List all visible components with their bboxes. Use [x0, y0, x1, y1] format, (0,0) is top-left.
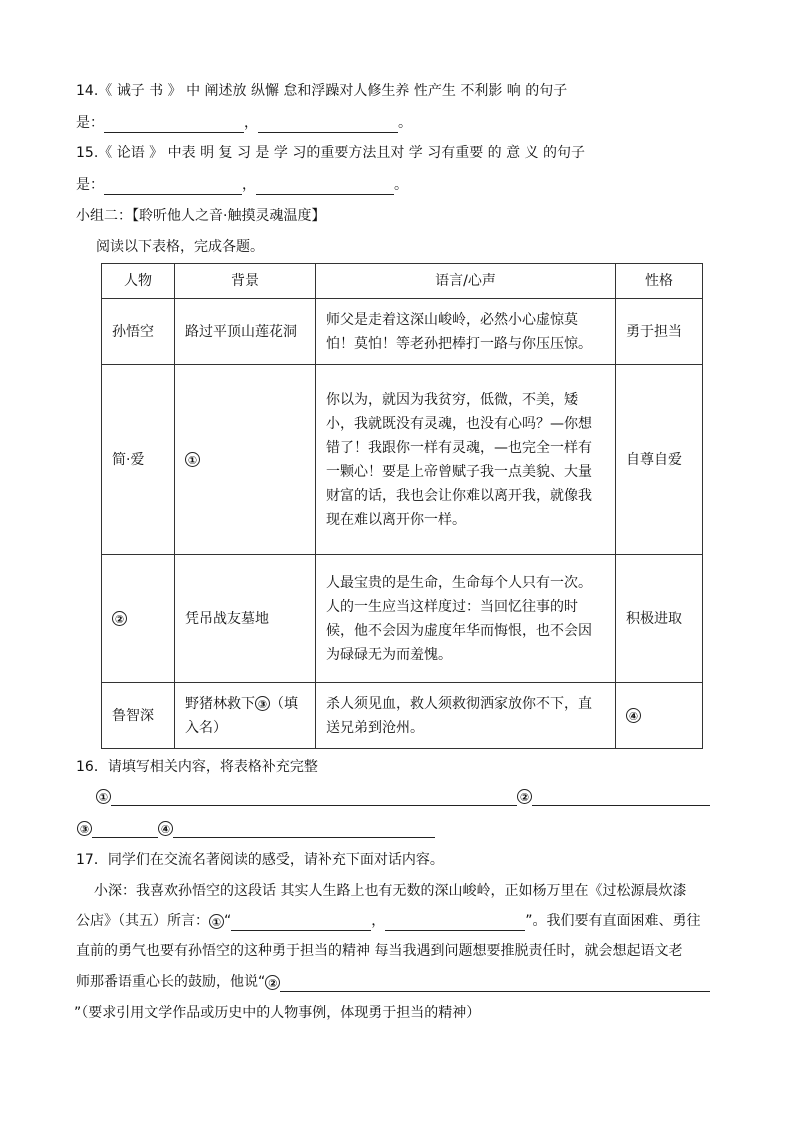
dialogue-line-5: ”（要求引用文学作品或历史中的人物事例，体现勇于担当的精神）: [74, 1005, 481, 1021]
character-table: [101, 263, 703, 749]
dialogue-text: ”。我们要有直面困难、勇往: [525, 913, 701, 929]
question-16-answer-row-1: [96, 786, 710, 806]
answer-prefix: 是：: [76, 115, 104, 131]
answer-separator: ，: [242, 177, 256, 193]
cell-speech: 你以为，就因为我贫穷，低微，不美，矮小，我就既没有灵魂，也没有心吗？—你想错了！我跟你一样有灵魂，—也完全一样有一颗心！要是上帝曾赋子我一点美貌、大量财富的话，我也会让你难以离开我，就像我现在难以离开你一样。: [316, 365, 616, 555]
question-16-answer-row-2: [77, 818, 435, 838]
answer-prefix: 是：: [76, 177, 104, 193]
answer-blank-1[interactable]: [231, 914, 371, 931]
circled-number-3: ③: [255, 696, 270, 711]
group-title: 小组二：【聆听他人之音·触摸灵魂温度】: [76, 208, 326, 224]
dialogue-text: 公店》（其五）所言：: [76, 913, 209, 929]
answer-blank-1[interactable]: [111, 789, 517, 806]
cell-speech: 师父是走着这深山峻岭，必然小心虚惊莫怕！莫怕！等老孙把棒打一路与你压压惊。: [316, 299, 616, 365]
open-quote: “: [224, 913, 232, 929]
header-person: 人物: [102, 264, 175, 299]
cell-background[interactable]: [175, 683, 316, 749]
cell-person: 鲁智深: [102, 683, 175, 749]
cell-background: 路过平顶山莲花洞: [175, 299, 316, 365]
circled-number-2: ②: [517, 789, 532, 804]
circled-number-3: ③: [77, 821, 92, 836]
cell-trait: 自尊自爱: [616, 365, 703, 555]
question-15: 15.《 论语 》 中表 明 复 习 是 学 习的重要方法且对 学 习有重要 的 意 义 的句子: [76, 145, 586, 161]
dialogue-text: 师那番语重心长的鼓励，他说“: [76, 974, 266, 990]
cell-speech: 人最宝贵的是生命，生命每个人只有一次。人的一生应当这样度过：当回忆往事的时候，他不会因为虚度年华而悔恨，也不会因为碌碌无为而羞愧。: [316, 555, 616, 683]
dialogue-line-4: [76, 972, 710, 992]
circled-number-1: ①: [96, 789, 111, 804]
question-14-answer: [76, 113, 412, 133]
answer-blank-3[interactable]: [280, 975, 710, 992]
header-background: 背景: [175, 264, 316, 299]
answer-end: 。: [398, 115, 412, 131]
answer-end: 。: [394, 177, 408, 193]
answer-blank-2[interactable]: [258, 116, 398, 133]
header-trait: 性格: [616, 264, 703, 299]
cell-background[interactable]: [175, 365, 316, 555]
cell-trait: 勇于担当: [616, 299, 703, 365]
table-row: [102, 555, 703, 683]
background-text: 野猪林救下: [185, 695, 255, 712]
answer-blank-2[interactable]: [385, 914, 525, 931]
table-row: [102, 683, 703, 749]
table-header-row: [102, 264, 703, 299]
dialogue-line-1: 小深：我喜欢孙悟空的这段话 其实人生路上也有无数的深山峻岭，正如杨万里在《过松源晨炊漆: [94, 883, 687, 899]
circled-number-4: ④: [626, 708, 641, 723]
circled-number-4: ④: [158, 821, 173, 836]
circled-number-1: ①: [209, 914, 224, 929]
answer-separator: ，: [244, 115, 258, 131]
cell-trait: 积极进取: [616, 555, 703, 683]
table-row: [102, 299, 703, 365]
question-14: 14.《 诫子 书 》 中 阐述放 纵懈 怠和浮躁对人修生养 性产生 不利影 响 的句子: [76, 83, 568, 99]
cell-person[interactable]: [102, 555, 175, 683]
answer-separator: ，: [371, 913, 386, 929]
circled-number-2: ②: [265, 975, 280, 990]
cell-trait[interactable]: [616, 683, 703, 749]
answer-blank-1[interactable]: [104, 116, 244, 133]
header-speech: 语言/心声: [316, 264, 616, 299]
question-15-answer: [76, 175, 408, 195]
answer-blank-2[interactable]: [256, 178, 394, 195]
answer-blank-4[interactable]: [173, 821, 435, 838]
cell-speech: 杀人须见血，救人须救彻洒家放你不下，直送兄弟到沧州。: [316, 683, 616, 749]
dialogue-line-2: [76, 911, 701, 931]
background-note: （填入名）: [185, 695, 298, 736]
circled-number-2: ②: [112, 611, 127, 626]
dialogue-line-3: 直前的勇气也要有孙悟空的这种勇于担当的精神 每当我遇到问题想要推脱责任时，就会想起语文老: [76, 943, 683, 959]
question-16: 16．请填写相关内容，将表格补充完整: [76, 759, 318, 775]
group-instruction: 阅读以下表格，完成各题。: [96, 239, 264, 255]
answer-blank-3[interactable]: [92, 821, 158, 838]
cell-person: 简·爱: [102, 365, 175, 555]
cell-person: 孙悟空: [102, 299, 175, 365]
question-17: 17．同学们在交流名著阅读的感受，请补充下面对话内容。: [76, 852, 444, 868]
answer-blank-2[interactable]: [532, 789, 710, 806]
table-row: [102, 365, 703, 555]
answer-blank-1[interactable]: [104, 178, 242, 195]
cell-background: 凭吊战友墓地: [175, 555, 316, 683]
circled-number-1: ①: [185, 452, 200, 467]
